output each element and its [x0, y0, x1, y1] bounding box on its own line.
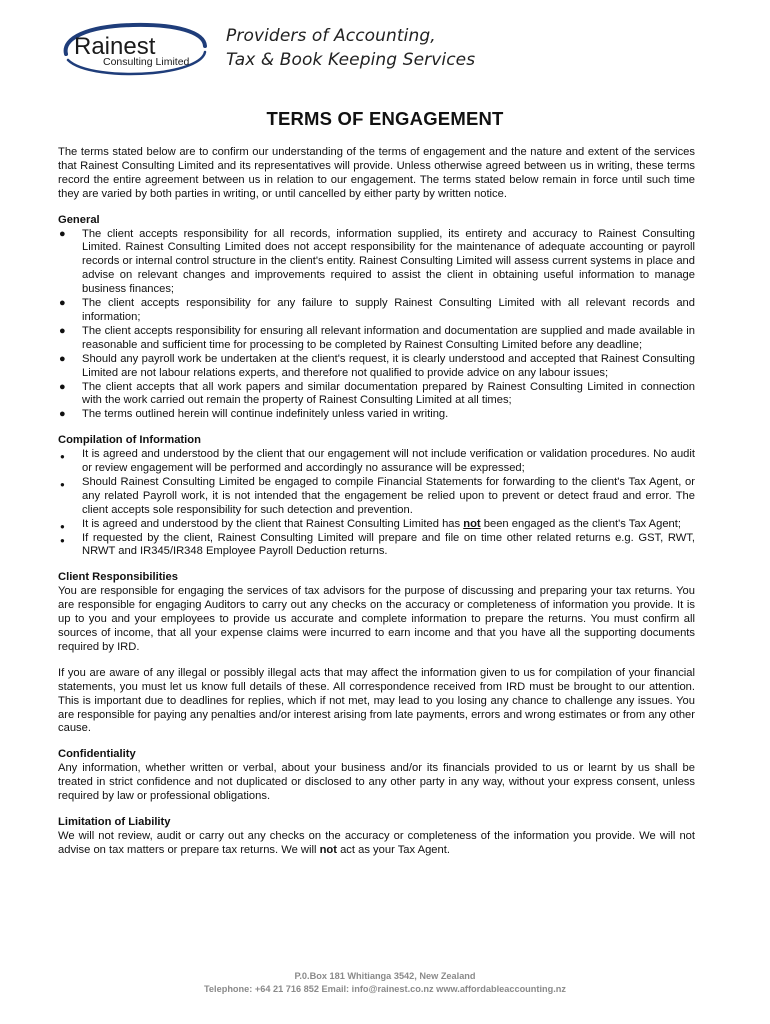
bullet-icon: ● [59, 324, 66, 337]
list-item: ● The terms outlined herein will continue indefinitely unless varied in writing. [59, 408, 449, 421]
client-responsibilities-paragraph-1: You are responsible for engaging the services of tax advisors for the purpose of discussing and preparing your tax returns. You are responsible for engaging Auditors to carry out any checks on the accuracy or completeness of information you provide. It is up to you and your employees to provide us accurate and complete information to prepare the returns. You must confirm all sources of income, that all your expense claims were incurred to earn income and that you have all the supporting documents required by IRD. [58, 585, 695, 653]
list-item: ● It is agreed and understood by the client that Rainest Consulting Limited has not been engaged as the client's Tax Agent; [58, 518, 695, 532]
confidentiality-paragraph: Any information, whether written or verbal, about your business and/or its financials provided to us or learnt by us shall be treated in strict confidence and not duplicated or disclosed to any other party in any way, without your express consent, unless required by law or professional obligations. [58, 762, 695, 803]
compilation-list [58, 448, 695, 559]
section-heading-confidentiality: Confidentiality [58, 748, 136, 761]
bullet-icon: ● [59, 227, 66, 240]
emphasis-not: not [463, 517, 481, 530]
logo-ellipse-graphic [58, 20, 208, 78]
bullet-icon: ● [60, 452, 65, 462]
intro-paragraph: The terms stated below are to confirm our understanding of the terms of engagement and the nature and extent of the services that Rainest Consulting Limited and its representatives will provide. Unless otherwise agreed between us in writing, these terms record the entire agreement between us in relation to our engagement. The terms stated below remain in force until such time they are varied by both parties in writing, or until cancelled by either party by written notice. [58, 146, 695, 200]
section-heading-client-responsibilities: Client Responsibilities [58, 571, 178, 584]
bullet-icon: ● [59, 352, 66, 365]
bullet-icon: ● [60, 479, 65, 489]
section-heading-liability: Limitation of Liability [58, 815, 171, 828]
list-item: ● The client accepts responsibility for ensuring all relevant information and documentation are supplied and made available in reasonable and sufficient time for processing to be completed by Rainest Consulting Limited before any deadline; [59, 324, 695, 351]
list-item: ● It is agreed and understood by the client that our engagement will not include verification or validation procedures. No audit or review engagement will be performed and accordingly no assurance will be expressed; [60, 448, 695, 475]
list-item: ● The client accepts responsibility for any failure to supply Rainest Consulting Limited with all relevant records and information; [59, 297, 695, 323]
bullet-icon: ● [60, 521, 65, 531]
document-body [58, 146, 695, 858]
company-tagline [226, 24, 475, 72]
footer-contact: Telephone: +64 21 716 852 Email: info@rainest.co.nz www.affordableaccounting.nz [204, 983, 566, 994]
emphasis-not: not [319, 843, 337, 856]
list-item: ● Should any payroll work be undertaken at the client's request, it is clearly understood and accepted that Rainest Consulting Limited are not labour relations experts, and therefore not qualified to provide advice on any labour issues; [59, 352, 695, 379]
bullet-icon: ● [59, 380, 66, 393]
tagline-line-2: Tax & Book Keeping Services [226, 50, 476, 70]
list-item: ● If requested by the client, Rainest Consulting Limited will prepare and file on time other related returns e.g. GST, RWT, NRWT and IR345/IR348 Employee Payroll Deduction returns. [60, 531, 695, 558]
general-list [58, 228, 695, 423]
page-footer [0, 970, 770, 995]
client-responsibilities-paragraph-2: If you are aware of any illegal or possibly illegal acts that may affect the information given to us for compilation of your financial statements, you must let us know full details of these. All correspondence received from IRD must be brought to our attention. This is important due to deadlines for replies, which if not met, may lead to you losing any chance to challenge any issues. You are responsible for paying any penalties and/or interest arising from late payments, errors and wrong estimates or from any other cause. [58, 666, 695, 735]
footer-address: P.0.Box 181 Whitianga 3542, New Zealand [294, 971, 476, 981]
section-heading-general: General [58, 213, 100, 226]
list-item: ● The client accepts responsibility for all records, information supplied, its entirety and accuracy to Rainest Consulting Limited. Rainest Consulting Limited does not accept responsibility for the maintenance of adequate accounting or payroll records or internal control structure in the client's entity. Rainest Consulting Limited will assess current systems in place and advise on relevant changes and improvements required to assist the client in obtaining useful information to manage business finances; [59, 227, 695, 296]
bullet-icon: ● [59, 408, 66, 421]
list-item: ● The client accepts that all work papers and similar documentation prepared by Rainest Consulting Limited in connection with the work carried out remain the property of Rainest Consulting Limited at all times; [59, 380, 695, 407]
bullet-icon: ● [59, 297, 66, 310]
tagline-line-1: Providers of Accounting, [226, 26, 436, 46]
company-logo [58, 20, 208, 78]
logo-name: Rainest [74, 33, 156, 60]
document-title: TERMS OF ENGAGEMENT [266, 108, 504, 129]
section-heading-compilation: Compilation of Information [58, 434, 201, 447]
bullet-icon: ● [60, 535, 65, 545]
logo-subtitle: Consulting Limited [103, 56, 190, 68]
liability-paragraph: We will not review, audit or carry out any checks on the accuracy or completeness of the information you provide. We will not advise on tax matters or prepare tax returns. We will not act as your Tax Agent. [58, 829, 695, 856]
list-item: ● Should Rainest Consulting Limited be engaged to compile Financial Statements for forwarding to the client's Tax Agent, or any related Payroll work, it is not intended that the engagement be relied upon to prevent or detect fraud and error. The client accepts sole responsibility for such detection and prevention. [60, 475, 695, 516]
